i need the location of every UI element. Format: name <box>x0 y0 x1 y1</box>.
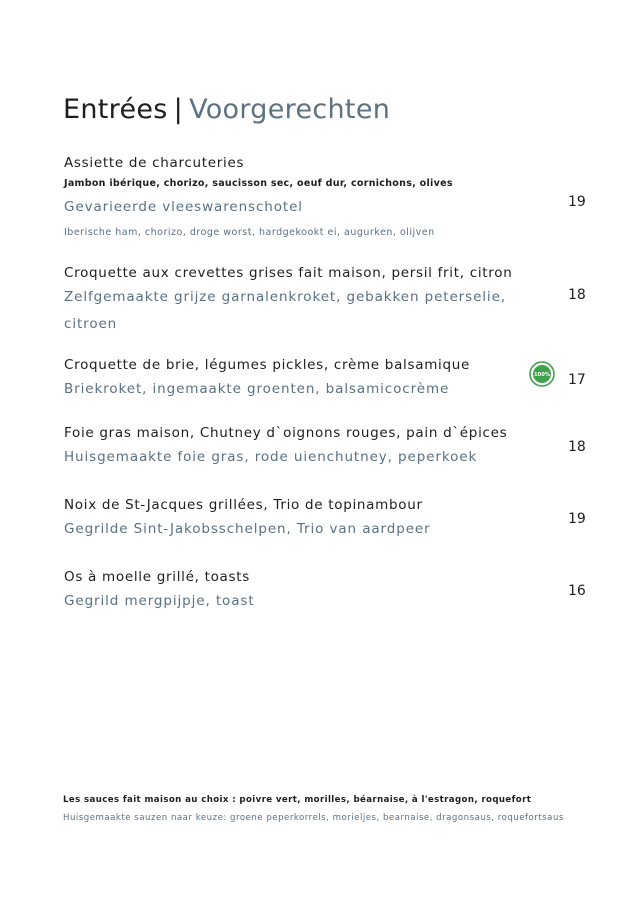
price: 19 <box>568 194 586 210</box>
title-french: Entrées <box>63 94 168 126</box>
menu-item-brie-croquette <box>64 356 564 403</box>
menu-item-marrow-bone <box>64 568 564 615</box>
price: 19 <box>568 511 586 527</box>
menu-item-shrimp-croquette <box>64 264 524 338</box>
title-separator: | <box>173 94 184 126</box>
price: 16 <box>568 583 586 599</box>
dish-name-nl: Gevarieerde vleeswarenschotel <box>64 199 303 215</box>
sauces-text-fr: Les sauces fait maison au choix : poivre vert, morilles, béarnaise, à l'estragon, roquefort <box>63 795 532 805</box>
dish-name-fr: Foie gras maison, Chutney d`oignons rouges, pain d`épices <box>64 425 508 441</box>
dish-name-fr: Croquette aux crevettes grises fait maison, persil frit, citron <box>64 265 513 281</box>
dish-name-nl: Gegrilde Sint-Jakobsschelpen, Trio van aardpeer <box>64 521 431 537</box>
price: 17 <box>568 372 586 388</box>
badge-label: 100% <box>533 372 551 379</box>
title-dutch: Voorgerechten <box>189 94 391 126</box>
dish-description-nl: Iberische ham, chorizo, droge worst, hardgekookt ei, augurken, olijven <box>64 227 435 238</box>
sauces-note <box>63 791 583 828</box>
menu-item-scallops <box>64 496 564 543</box>
price: 18 <box>568 439 586 455</box>
dish-name-fr: Croquette de brie, légumes pickles, crème balsamique <box>64 357 471 373</box>
sauces-text-nl: Huisgemaakte sauzen naar keuze: groene peperkorrels, morieljes, bearnaise, dragonsaus, roquefortsaus <box>63 813 564 823</box>
dish-name-fr: Os à moelle grillé, toasts <box>64 569 250 585</box>
dish-name-fr: Assiette de charcuteries <box>64 155 245 171</box>
price: 18 <box>568 287 586 303</box>
dish-name-fr: Noix de St-Jacques grillées, Trio de topinambour <box>64 497 423 513</box>
menu-item-foie-gras <box>64 424 564 471</box>
dish-description-fr: Jambon ibérique, chorizo, saucisson sec, oeuf dur, cornichons, olives <box>64 178 453 189</box>
menu-item-charcuterie <box>64 154 564 241</box>
dish-name-nl: Gegrild mergpijpje, toast <box>64 593 255 609</box>
dish-name-nl: Huisgemaakte foie gras, rode uienchutney, peperkoek <box>64 449 478 465</box>
vegetarian-badge-icon <box>529 361 555 387</box>
dish-name-nl: Briekroket, ingemaakte groenten, balsamicocrème <box>64 381 450 397</box>
dish-name-nl: Zelfgemaakte grijze garnalenkroket, gebakken peterselie, citroen <box>64 289 506 332</box>
page-title <box>63 94 390 125</box>
